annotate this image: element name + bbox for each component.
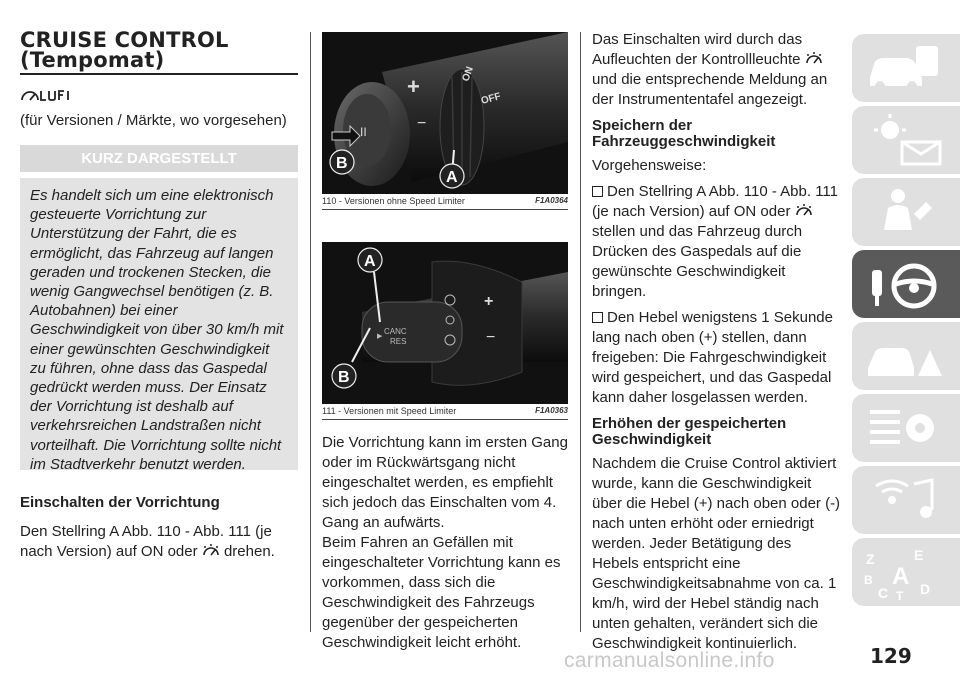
svg-text:−: − xyxy=(486,329,496,346)
svg-text:D: D xyxy=(920,581,931,597)
title-rule xyxy=(20,73,298,75)
svg-text:+: + xyxy=(484,293,494,310)
tab-multimedia[interactable] xyxy=(852,466,960,534)
vorgehensweise-label: Vorgehensweise: xyxy=(592,157,707,174)
tab-car-info[interactable] xyxy=(852,34,960,102)
svg-text:T: T xyxy=(896,589,904,600)
gang-paragraph: Die Vorrichtung kann im ersten Gang oder im Rückwärtsgang nicht eingeschaltet werden, es empfiehlt sich jedoch das Einschalten vom 4. Gang an aufwärts. xyxy=(322,434,568,531)
tab-warning-lights[interactable] xyxy=(852,106,960,174)
svg-text:B: B xyxy=(338,369,350,386)
cruise-control-icon xyxy=(202,543,220,559)
tab-service[interactable] xyxy=(852,394,960,462)
column-divider xyxy=(580,32,581,632)
figure-111-caption: 111 - Versionen mit Speed Limiter F1A0363 xyxy=(322,404,568,420)
warning-lights-icon xyxy=(862,112,942,168)
step-2: Den Hebel wenigstens 1 Sekunde lang nach oben (+) stellen, dann freigeben: Die Fahrgeschwindigkeit wird gespeichert, und das Gaspedal kann daher losgelassen werden. xyxy=(592,309,833,406)
svg-text:B: B xyxy=(336,155,348,172)
summary-box xyxy=(20,178,298,473)
checkbox-bullet-icon xyxy=(592,312,603,323)
cruise-control-icon xyxy=(795,203,813,219)
column-3 xyxy=(592,30,842,654)
column-1 xyxy=(20,30,298,562)
svg-text:Z: Z xyxy=(866,551,875,567)
step-1: Den Stellring A Abb. 110 - Abb. 111 (je nach Version) auf ON oder stellen und das Fahrzeug durch Drücken des Gaspedals auf die gewünschte Geschwindigkeit bringen. xyxy=(592,183,838,300)
figure-110 xyxy=(322,32,568,194)
chapter-tabs xyxy=(852,34,960,610)
tab-index[interactable] xyxy=(852,538,960,606)
availability-note: (für Versionen / Märkte, wo vorgesehen) xyxy=(20,112,287,129)
svg-text:A: A xyxy=(446,169,458,186)
svg-text:A: A xyxy=(364,253,376,270)
summary-text: Es handelt sich um eine elektronisch gesteuerte Vorrichtung zur Unterstützung der Fahrt, die es ermöglicht, das Fahrzeug auf langen geraden und trockenen Stecken, die wenig Gangwechsel benötigen (z. B. Autobahnen) bei einer Geschwindigkeit von über 30 km/h mit einer gewünschten Geschwindigkeit zu führen, ohne dass das Gaspedal gedrückt werden muss. Der Einsatz der Vorrichtung ist deshalb auf verkehrsreichen Landstraßen nicht vorteilhaft. Die Vorrichtung sollte nicht im Stadtverkehr benutzt werden. xyxy=(30,187,284,473)
erhoehen-heading: Erhöhen der gespeicherten Geschwindigkeit xyxy=(592,415,787,448)
einschalten-heading: Einschalten der Vorrichtung xyxy=(20,494,220,511)
svg-text:E: E xyxy=(914,547,924,563)
svg-text:▶: ▶ xyxy=(377,333,383,340)
car-info-icon xyxy=(862,40,942,96)
svg-text:−: − xyxy=(417,115,427,132)
cruise-control-symbols xyxy=(20,87,298,103)
gefaelle-paragraph: Beim Fahren an Gefällen mit eingeschalteter Vorrichtung kann es vorkommen, dass sich die Geschwindigkeit des Fahrzeugs gegenüber der gespeicherten Geschwindigkeit leicht erhöht. xyxy=(322,534,561,651)
stalk-illustration xyxy=(322,242,568,404)
svg-text:RES: RES xyxy=(390,337,407,346)
summary-heading: KURZ DARGESTELLT xyxy=(20,145,298,172)
index-icon xyxy=(862,544,942,600)
svg-text:B: B xyxy=(864,573,873,587)
tab-breakdown[interactable] xyxy=(852,322,960,390)
service-icon xyxy=(862,400,942,456)
section-title: CRUISE CONTROL (Tempomat) xyxy=(20,28,229,72)
svg-text:ON: ON xyxy=(460,65,476,84)
key-steering-wheel-icon xyxy=(862,256,942,312)
column-2 xyxy=(322,32,568,653)
svg-text:+: + xyxy=(407,74,420,99)
safety-icon xyxy=(862,184,942,240)
erhoehen-text: Nachdem die Cruise Control aktiviert wurde, kann die Geschwindigkeit über die Hebel (+) nach oben oder (-) nach unten erhöht oder erniedrigt werden. Jeder Betätigung des Hebels entspricht eine Geschwindigkeitsabnahme von ca. 1 km/h, wird der Hebel ständig nach unten gehalten, verändert sich die Geschwindigkeit kontinuierlich. xyxy=(592,455,841,652)
svg-text:CANC: CANC xyxy=(384,327,407,336)
speichern-heading: Speichern der Fahrzeuggeschwindigkeit xyxy=(592,117,776,150)
multimedia-icon xyxy=(862,472,942,528)
svg-text:II: II xyxy=(360,125,367,139)
svg-text:A: A xyxy=(892,563,910,590)
tab-starting-driving[interactable] xyxy=(852,250,960,318)
speedometer-icon xyxy=(20,87,84,103)
cruise-control-icon xyxy=(805,51,823,67)
checkbox-bullet-icon xyxy=(592,186,603,197)
breakdown-icon xyxy=(862,328,942,384)
page-number: 129 xyxy=(870,644,912,668)
stalk-illustration xyxy=(322,32,568,194)
tab-safety[interactable] xyxy=(852,178,960,246)
figure-111 xyxy=(322,242,568,404)
einschalten-indicator-paragraph: Das Einschalten wird durch das Aufleuchten der Kontrollleuchte und die entsprechende Meldung an der Instrumententafel angezeigt. xyxy=(592,31,828,108)
svg-text:C: C xyxy=(878,585,889,600)
svg-text:OFF: OFF xyxy=(479,91,503,107)
column-divider xyxy=(310,32,311,632)
einschalten-text: Den Stellring A Abb. 110 - Abb. 111 (je nach Version) auf ON oder drehen. xyxy=(20,523,275,560)
figure-110-caption: 110 - Versionen ohne Speed Limiter F1A0364 xyxy=(322,194,568,210)
watermark: carmanualsonline.info xyxy=(564,649,775,672)
